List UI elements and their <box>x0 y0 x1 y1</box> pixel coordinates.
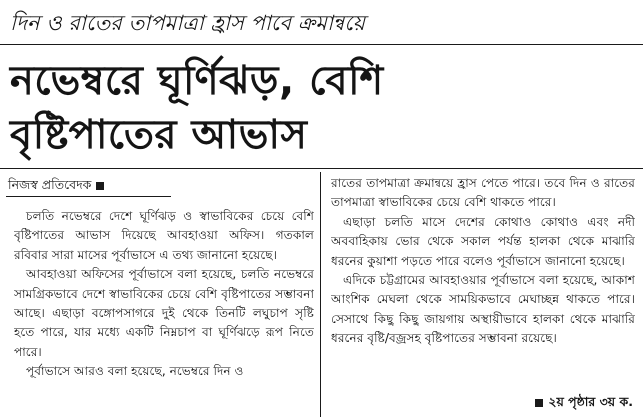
kicker-line: দিন ও রাতের তাপমাত্রা হ্রাস পাবে ক্রমান্বয়ে <box>10 11 365 35</box>
left-para-1: চলতি নভেম্বরে দেশে ঘূর্ণিঝড় ও স্বাভাবিকের চেয়ে বেশি বৃষ্টিপাতের আভাস দিয়েছে আবহাওয়া অফিস। গতকাল রবিবার সারা মাসের পূর্বাভাসে এ তথ্য জানানো হয়েছে। <box>14 209 314 262</box>
right-para-2: এছাড়া চলতি মাসে দেশের কোথাও কোথাও এবং নদী অববাহিকায় ভোর থেকে সকাল পর্যন্ত হালকা থেকে মাঝারি ধরনের কুয়াশা পড়তে পারে বলেও পূর্বাভাসে জানানো হয়েছে। <box>331 214 635 268</box>
left-para-2: আবহাওয়া অফিসের পূর্বাভাসে বলা হয়েছে, চলতি নভেম্বরে সামগ্রিকভাবে দেশে স্বাভাবিকের চেয়ে বেশি বৃষ্টিপাতের সম্ভাবনা আছে। এছাড়া বঙ্গোপসাগরে দুই থেকে তিনটি লঘুচাপ সৃষ্টি হতে পারে, যার মধ্যে একটি নিম্নচাপ বা ঘূর্ণিঝড়ে রূপ নিতে পারে। <box>14 267 314 359</box>
top-divider <box>0 44 643 45</box>
headline <box>10 54 640 162</box>
headline-divider <box>0 168 643 169</box>
article-left-column <box>14 207 314 417</box>
byline <box>8 176 104 194</box>
continuation-text: ২য় পৃষ্ঠার ৩য় ক. <box>548 394 633 409</box>
byline-square-icon <box>96 182 104 190</box>
continuation-square-icon <box>535 399 543 407</box>
byline-text: নিজস্ব প্রতিবেদক <box>8 177 92 192</box>
column-separator <box>320 172 321 417</box>
article-right-column <box>331 174 635 417</box>
right-para-3: এদিকে চট্টগ্রামের আবহাওয়ার পূর্বাভাসে বলা হয়েছে, আকাশ আংশিক মেঘলা থেকে সাময়িকভাবে মেঘাচ্ছন্ন থাকতে পারে। সেসাথে কিছু কিছু জায়গায় অস্থায়ীভাবে হালকা থেকে মাঝারি ধরনের বৃষ্টি/বজ্রসহ বৃষ্টিপাতের সম্ভাবনা রয়েছে। <box>331 273 635 346</box>
right-para-1: রাতের তাপমাত্রা ক্রমান্বয়ে হ্রাস পেতে পারে। তবে দিন ও রাতের তাপমাত্রা স্বাভাবিকের চেয়ে বেশি থাকতে পারে। <box>331 176 635 210</box>
left-para-3: পূর্বাভাসে আরও বলা হয়েছে, নভেম্বরে দিন ও <box>26 364 244 379</box>
continuation-note <box>535 392 633 412</box>
headline-line-1: নভেম্বরে ঘূর্ণিঝড়, বেশি <box>10 58 384 104</box>
headline-line-2: বৃষ্টিপাতের আভাস <box>10 112 308 158</box>
byline-underline <box>6 196 171 197</box>
